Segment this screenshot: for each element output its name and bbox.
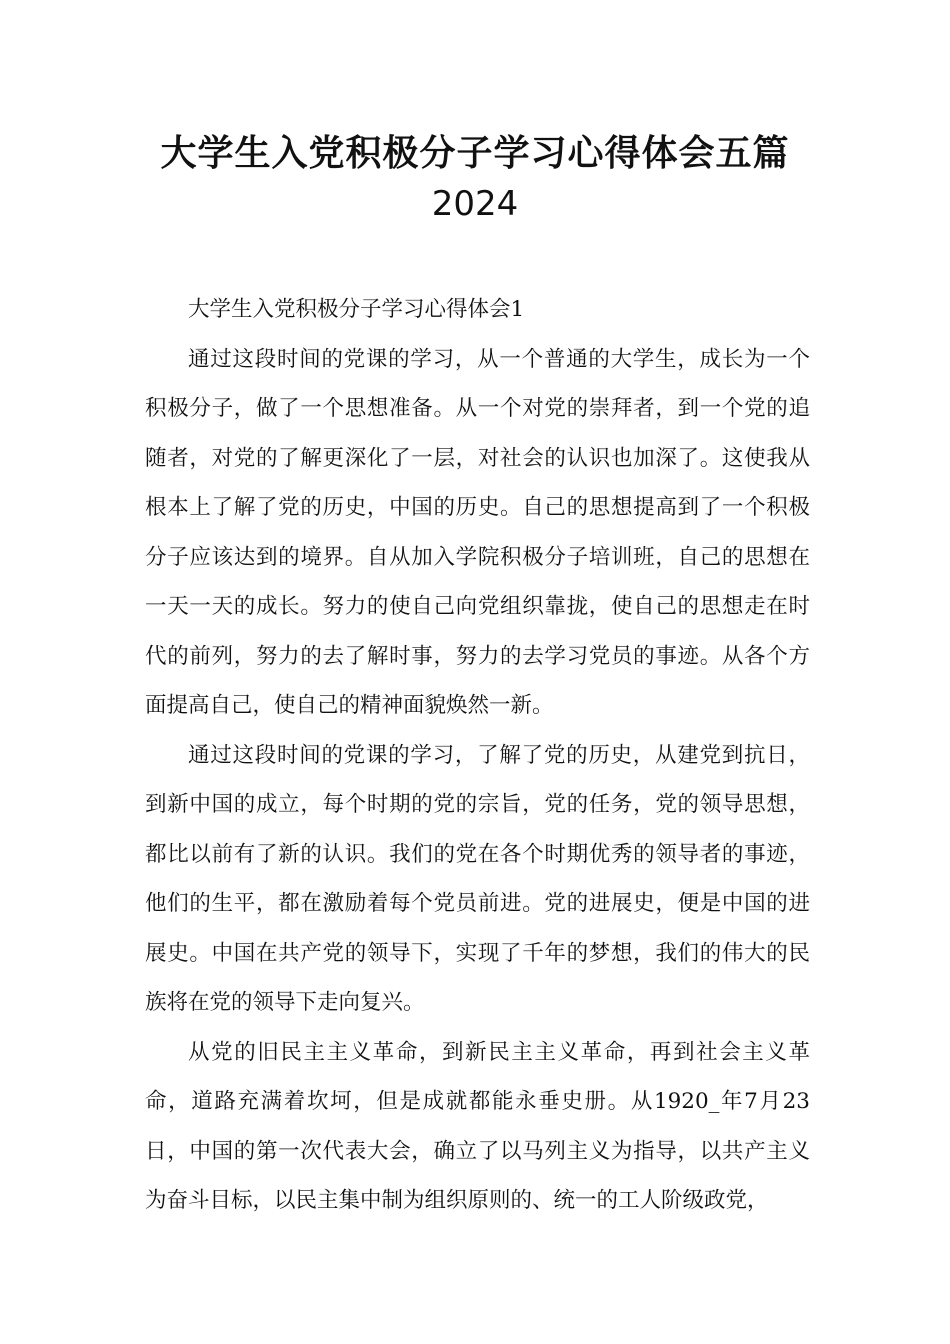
document-body [145, 285, 810, 1226]
paragraph-1: 通过这段时间的党课的学习，从一个普通的大学生，成长为一个积极分子，做了一个思想准备。从一个对党的崇拜者，到一个党的追随者，对党的了解更深化了一层，对社会的认识也加深了。这使我从根本上了解了党的历史，中国的历史。自己的思想提高到了一个积极分子应该达到的境界。自从加入学院积极分子培训班，自己的思想在一天一天的成长。努力的使自己向党组织靠拢，使自己的思想走在时代的前列，努力的去了解时事，努力的去学习党员的事迹。从各个方面提高自己，使自己的精神面貌焕然一新。 [145, 346, 810, 718]
document-title: 大学生入党积极分子学习心得体会五篇 [160, 133, 790, 174]
paragraph-3: 从党的旧民主主义革命，到新民主主义革命，再到社会主义革命，道路充满着坎坷，但是成就都能永垂史册。从1920_年7月23日，中国的第一次代表大会，确立了以马列主义为指导，以共产主义为奋斗目标，以民主集中制为组织原则的、统一的工人阶级政党， [145, 1039, 810, 1213]
section-heading: 大学生入党积极分子学习心得体会1 [188, 297, 525, 322]
document-title-year: 2024 [431, 184, 519, 224]
paragraph-2: 通过这段时间的党课的学习，了解了党的历史，从建党到抗日，到新中国的成立，每个时期的党的宗旨，党的任务，党的领导思想，都比以前有了新的认识。我们的党在各个时期优秀的领导者的事迹，他们的生平，都在激励着每个党员前进。党的进展史，便是中国的进展史。中国在共产党的领导下，实现了千年的梦想，我们的伟大的民族将在党的领导下走向复兴。 [145, 742, 810, 1015]
